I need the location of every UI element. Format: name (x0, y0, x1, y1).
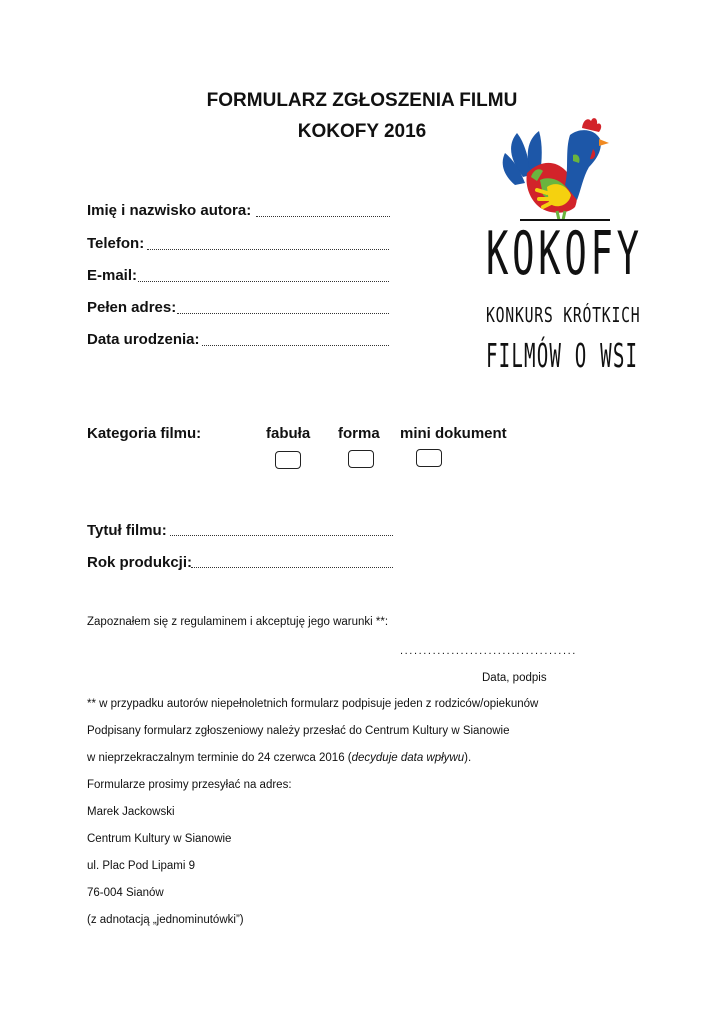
email-field[interactable] (138, 281, 389, 282)
recipient-name: Marek Jackowski (87, 806, 175, 818)
author-field[interactable] (256, 216, 390, 217)
signature-field[interactable]: ...................................... (400, 645, 577, 657)
minors-note: ** w przypadku autorów niepełnoletnich formularz podpisuje jeden z rodziców/opiekunów (87, 698, 539, 710)
film-title-label: Tytuł filmu: (87, 522, 167, 539)
form-subtitle: KOKOFY 2016 (297, 121, 427, 142)
production-year-field[interactable] (191, 567, 393, 568)
signature-label: Data, podpis (482, 672, 547, 684)
checkbox-mini-dokument[interactable] (416, 449, 442, 467)
category-option-fabula: fabuła (266, 425, 311, 442)
logo-name: KOKOFY (486, 219, 643, 289)
email-label: E-mail: (87, 267, 138, 284)
address-field[interactable] (177, 313, 389, 314)
consent-text: Zapoznałem się z regulaminem i akceptuję jego warunki **: (87, 616, 389, 628)
birthdate-label: Data urodzenia: (87, 331, 200, 348)
category-option-forma: forma (338, 425, 380, 442)
phone-label: Telefon: (87, 235, 145, 252)
checkbox-fabula[interactable] (275, 451, 301, 469)
deadline-italic: decyduje data wpływu (351, 752, 465, 764)
address-intro: Formularze prosimy przesyłać na adres: (87, 779, 292, 791)
recipient-city: 76-004 Sianów (87, 887, 164, 899)
form-title: FORMULARZ ZGŁOSZENIA FILMU (206, 90, 518, 111)
author-label: Imię i nazwisko autora: (87, 202, 252, 219)
logo-line3: FILMÓW O WSI (486, 336, 639, 375)
category-option-mini-dokument: mini dokument (400, 425, 507, 442)
send-instruction: Podpisany formularz zgłoszeniowy należy przesłać do Centrum Kultury w Sianowie (87, 725, 510, 737)
category-label: Kategoria filmu: (87, 425, 202, 442)
address-label: Pełen adres: (87, 299, 177, 316)
phone-field[interactable] (147, 249, 389, 250)
birthdate-field[interactable] (202, 345, 389, 346)
production-year-label: Rok produkcji: (87, 554, 193, 571)
recipient-street: ul. Plac Pod Lipami 9 (87, 860, 196, 872)
recipient-institution: Centrum Kultury w Sianowie (87, 833, 232, 845)
film-title-field[interactable] (170, 535, 393, 536)
checkbox-forma[interactable] (348, 450, 374, 468)
envelope-annotation: (z adnotacją „jednominutówki”) (87, 914, 244, 926)
logo-line2: KONKURS KRÓTKICH (486, 303, 641, 327)
deadline-text: w nieprzekraczalnym terminie do 24 czerwca 2016 (decyduje data wpływu). (87, 752, 472, 764)
